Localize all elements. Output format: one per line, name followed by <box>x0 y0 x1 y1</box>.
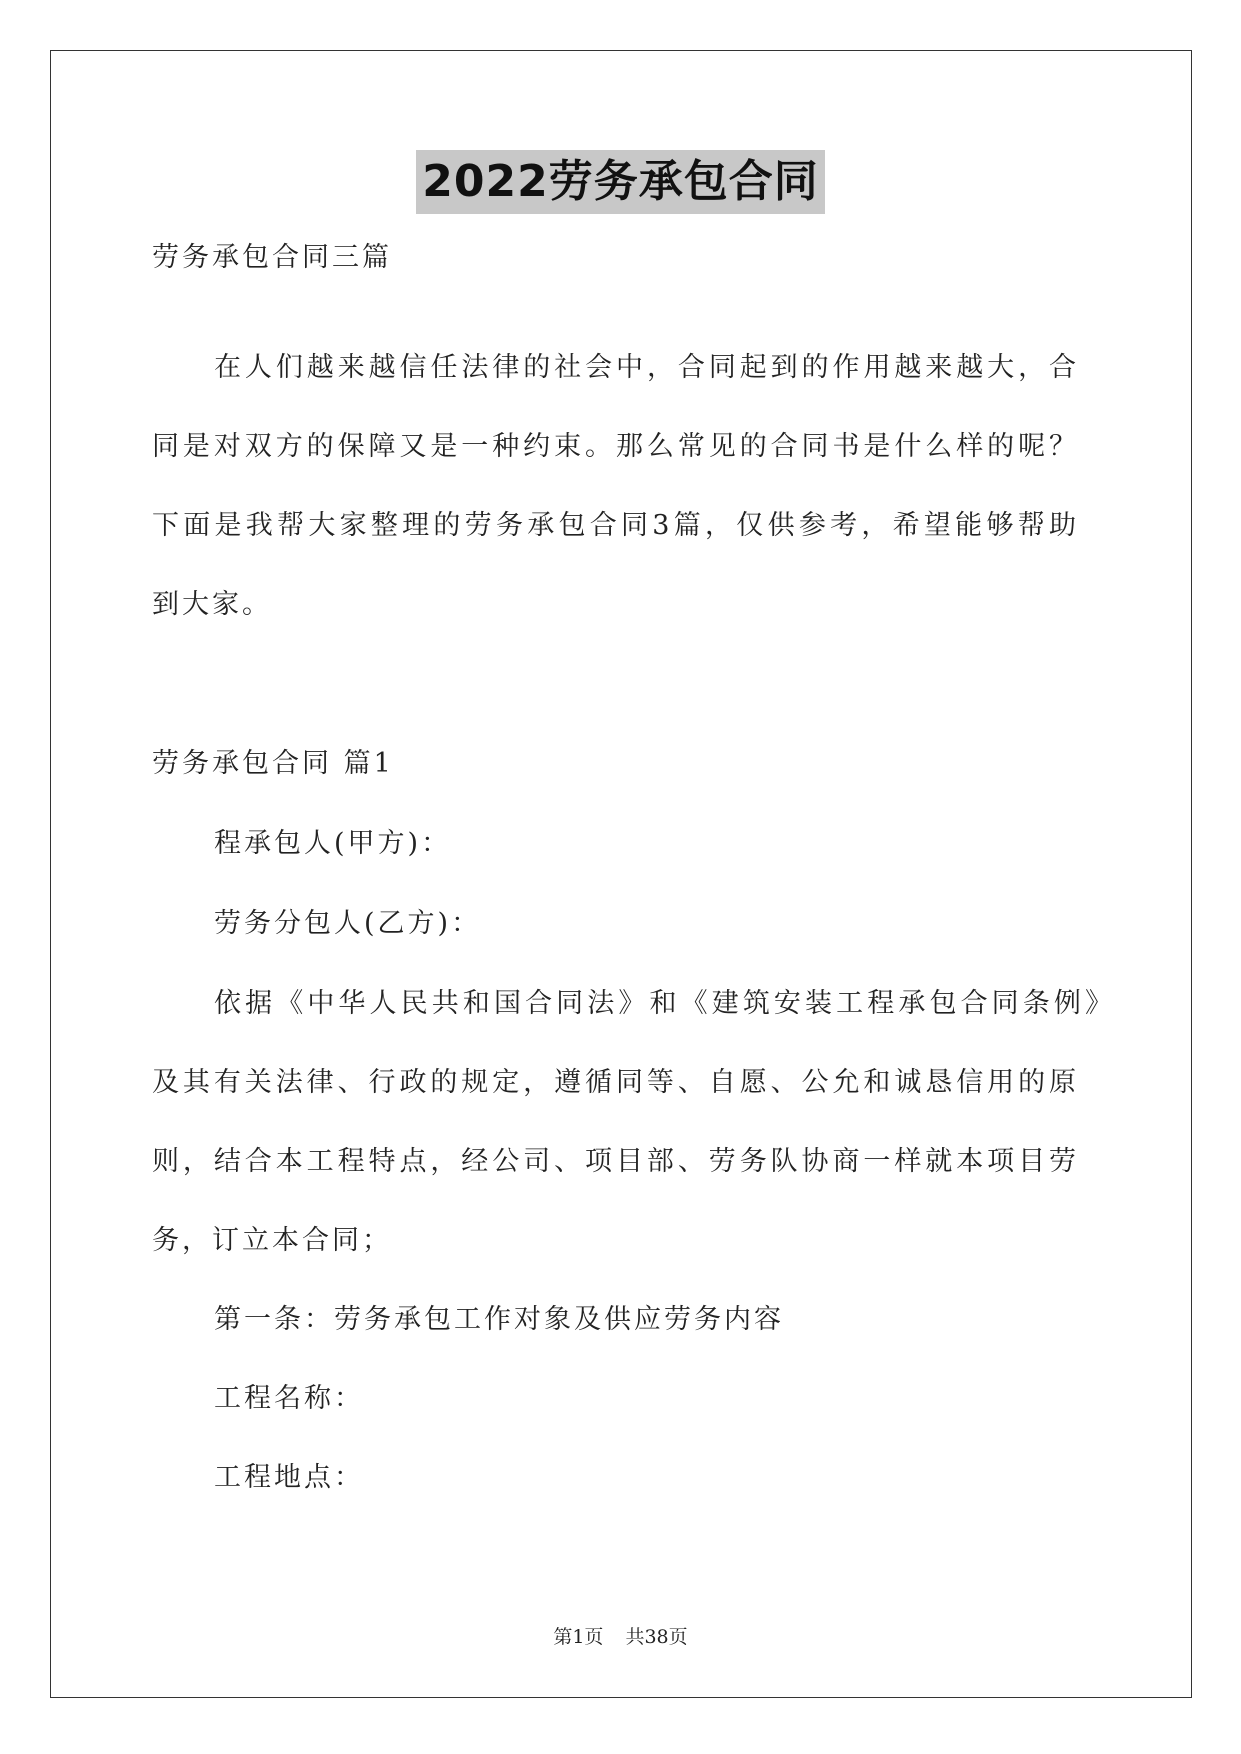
document-title: 2022劳务承包合同 <box>416 150 824 214</box>
paragraph-line: 同是对双方的保障又是一种约束。那么常见的合同书是什么样的呢？ <box>152 431 1076 462</box>
paragraph-line: 工程地点： <box>214 1462 364 1493</box>
paragraph-line: 则，结合本工程特点，经公司、项目部、劳务队协商一样就本项目劳 <box>152 1146 1076 1177</box>
title-container <box>0 150 1241 214</box>
paragraph-line: 依据《中华人民共和国合同法》和《建筑安装工程承包合同条例》 <box>214 988 1112 1019</box>
page-total: 共38页 <box>625 1626 688 1648</box>
page-footer <box>0 1622 1241 1649</box>
paragraph-line: 劳务分包人(乙方)： <box>214 908 482 939</box>
paragraph-line: 工程名称： <box>214 1383 364 1414</box>
paragraph-line: 下面是我帮大家整理的劳务承包合同3篇，仅供参考，希望能够帮助 <box>152 510 1076 541</box>
page-border <box>50 50 1192 1698</box>
paragraph-line: 及其有关法律、行政的规定，遵循同等、自愿、公允和诚恳信用的原 <box>152 1067 1076 1098</box>
paragraph-line: 在人们越来越信任法律的社会中，合同起到的作用越来越大，合 <box>214 352 1076 383</box>
page-number: 第1页 <box>553 1626 604 1648</box>
paragraph-line: 程承包人(甲方)： <box>214 828 452 859</box>
clause-heading: 第一条：劳务承包工作对象及供应劳务内容 <box>214 1304 784 1335</box>
paragraph-line: 务，订立本合同； <box>152 1225 392 1256</box>
section-heading: 劳务承包合同三篇 <box>152 242 392 273</box>
section-heading: 劳务承包合同 篇1 <box>152 748 394 779</box>
paragraph-line: 到大家。 <box>152 589 272 620</box>
